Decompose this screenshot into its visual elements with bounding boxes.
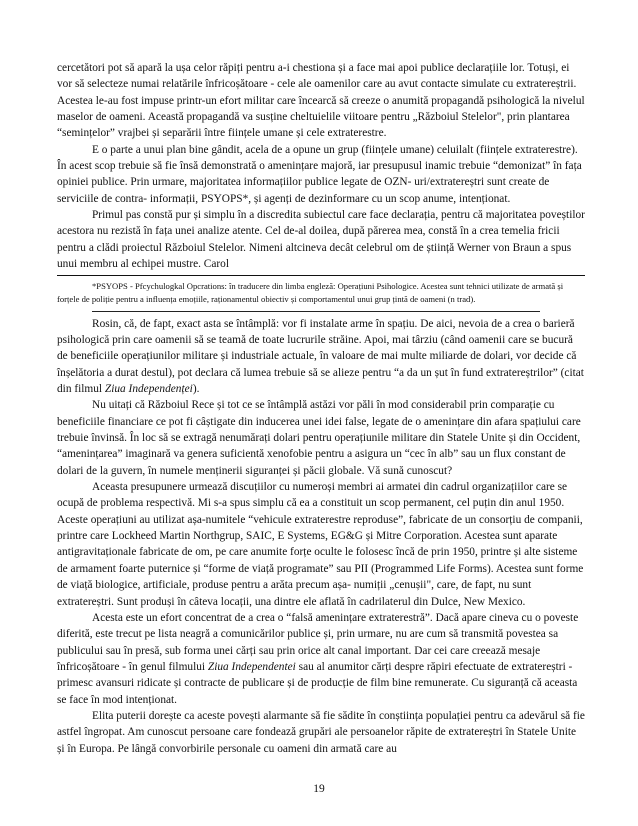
paragraph-rosin (57, 316, 585, 398)
paragraph-effort-end: sau al anumitor cărți despre răpiri efectuate de extratereștri - primesc avansuri ridicate și contracte de publicare și de producție de film bine remunerate. Cu siguranță că aceasta se face în mod intenționat. (57, 660, 578, 706)
paragraph-rosin-text: Rosin, că, de fapt, exact asta se întâmplă: vor fi instalate arme în spațiu. De aici, nevoia de a crea o barieră psihologică prin care oamenii să se teamă de toate lucrurile străine. Apoi, mai târziu (când oamenii care se bucură de beneficiile operațiunilor militare și industriale actuale, în valoare de mai multe miliarde de dolari, vor decide că înșelătoria a durat destul), pot declara că lumea trebuie să se alieze pentru “a da un șut în fund extratereștrilor” (citat din filmul (57, 317, 584, 396)
paragraph-3: Primul pas constă pur și simplu în a discredita subiectul care face declarația, pentru că majoritatea poveștilor acestora nu rezistă în fața unei analize atente. Cel de-al doilea, după părerea mea, constă în a crea temelia fricii pentru a clădi proiectul Războiul Stelelor. Nimeni altcineva decât celebrul om de știință Werner von Braun a spus unui membru al echipei mustre. Carol (57, 209, 585, 271)
paragraph-elite: Elita puterii dorește ca aceste povești alarmante să fie sădite în conștiința populației pentru ca adevărul să fie astfel îngropat. Am cunoscut persoane care fondează grupări ale persoanelor răpite de extratereștri în Statele Unite și în Europa. Pe lângă convorbirile personale cu oameni din armată care au (57, 709, 585, 755)
footnote: *PSYOPS - Pfcychulogkal Opcrations: în traducere din limba engleză: Operațiuni Psihologice. Acestea sunt tehnici utilizate de armată și forțele de poliție pentru a influența emoțiile, raționamentul obiectiv și comportamentul unui grup țintă de oameni (n trad). (57, 281, 564, 305)
paragraph-cold-war: Nu uitați că Războiul Rece și tot ce se întâmplă astăzi vor păli în mod considerabil prin comparație cu beneficiile financiare ce pot fi câștigate din inducerea unei idei false, legate de o amenințare din afara spațiului care trebuie învinsă. În loc să se extragă nenumărați dolari pentru operațiunile militare din Statele Unite și din Occident, “amenințarea” imaginară va genera suficientă xenofobie pentru a asigura un “cec în alb” sau un flux constant de dolari de la guvern, în numele menținerii siguranței și păcii globale. Vă sună cunoscut? (57, 399, 581, 477)
footnote-end-rule (92, 311, 540, 312)
paragraph-discussions: Aceasta presupunere urmează discuțiilor cu numeroși membri ai armatei din cadrul organizațiilor care se ocupă de problema respectivă. Mi s-a spus simplu că ea a constituit un scop permanent, cel puțin din anul 1950. Aceste operațiuni au utilizat așa-numitele “vehicule extraterestre reproduse”, fabricate de un consorțiu de companii, printre care Lockheed Martin Northgrup, SAIC, E Systems, EG&G și Mitre Corporation. Acestea sunt aparate antigravitaționale fabricate de om, pe care anumite forțe oculte le folosesc încă de prin 1950, printre și alte sisteme de armament foarte puternice și “forme de viață programate” sau PII (Programmed Life Forms). Acestea sunt forme de viață biologice, artificiale, produse pentru a arăta precum așa- numiții „cenușii", care, de fapt, nu sunt extratereștri. Sunt produși în câteva locații, una dintre ele aflată în cadrilaterul din Dulce, New Mexico. (57, 481, 584, 608)
paragraph-rosin-end: ). (192, 383, 200, 396)
paragraph-effort (57, 610, 585, 708)
paragraph-1: cercetători pot să apară la ușa celor răpiți pentru a-i chestiona și a face mai apoi publice declarațiile lor. Totuși, ei vor să selecteze numai relatările înfricoșătoare - cele ale oamenilor care au avut contacte simulate cu extratereștrii. Acestea le-au fost impuse printr-un efort militar care încearcă să creeze o anumită propagandă psihologică la nivelul maselor de oameni. Această propagandă va susține cheltuielile viitoare pentru „Războiul Stelelor", prin plantarea “semințelor” vrajbei și separării între ființele umane și cele extraterestre. (57, 62, 585, 140)
page-body (57, 60, 585, 757)
paragraph-2: E o parte a unui plan bine gândit, acela de a opune un grup (ființele umane) celuilalt (ființele extraterestre). În acest scop trebuie să fie însă demonstrată o amenințare majoră, iar presupusul inamic trebuie “demonizat” în fața opiniei publice. Prin urmare, majoritatea informațiilor publice legate de OZN- uri/extratereștri sunt create de serviciile de contra- informații, PSYOPS*, și agenți de dezinformare cu un scop anume, intenționat. (57, 143, 582, 205)
page-number: 19 (313, 783, 325, 795)
film-title: Ziua Independentei (207, 660, 296, 673)
paragraph-effort-text: Acesta este un efort concentrat de a crea o “falsă amenințare extraterestră”. Dacă apare cineva cu o poveste diferită, este trecut pe lista neagră a comunicărilor publice și, prin urmare, nu are cum să transmită povestea sa publicului sau în presă, sub forma unei cărți sau prin orice alt canal important. Dar cei care creează mesaje înfricoșătoare - în genul filmului (57, 611, 579, 673)
footnote-separator (57, 275, 585, 276)
film-title: Ziua Independenței (104, 383, 193, 396)
